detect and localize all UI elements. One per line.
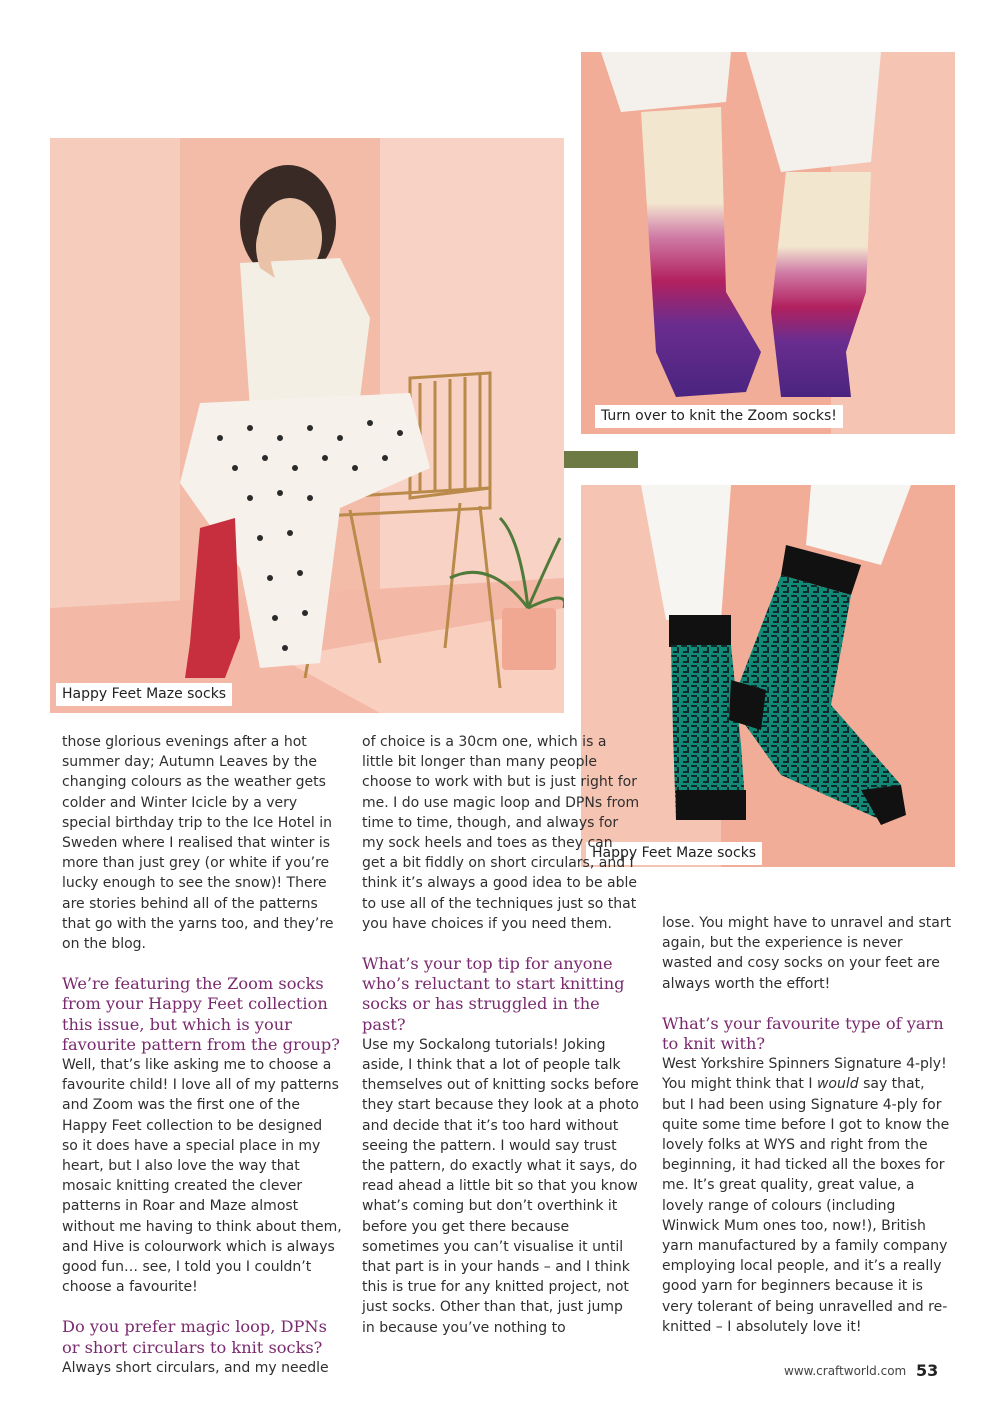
top-right-photo-caption: Turn over to knit the Zoom socks! <box>595 405 843 428</box>
answer-favourite-pattern: Well, that’s like asking me to choose a favourite child! I love all of my patterns and Zoom was the first one of the Happy Feet collection to be designed so it does have a special place in my heart, but I also love the way that mosaic knitting created the clever patterns in Roar and Maze almost without me having to think about them, and Hive is colourwork which is always good fun… see, I told you I couldn’t choose a favourite! <box>62 1057 342 1296</box>
zoom-socks-illustration <box>581 52 955 434</box>
main-photo <box>50 138 564 713</box>
question-magic-loop: Do you prefer magic loop, DPNs or short circulars to knit socks? <box>62 1317 327 1357</box>
text-column-2 <box>362 732 640 1338</box>
answer-yarn-text-1: West Yorkshire Spinners Signature 4-ply! You might think that I <box>662 1056 947 1093</box>
answer-top-tip-end: lose. You might have to unravel and start again, but the experience is never wasted and cosy socks on your feet are always worth the effort! <box>662 915 952 992</box>
top-right-photo <box>581 52 955 434</box>
question-favourite-yarn: What’s your favourite type of yarn to knit with? <box>662 1013 944 1054</box>
accent-bar-horizontal <box>564 451 638 468</box>
answer-magic-loop-start: Always short circulars, and my needle <box>62 1359 329 1376</box>
answer-yarn-text-2: say that, but I had been using Signature 4-ply for quite some time before I got to know the lovely folks at WYS and right from the beginning, it had ticked all the boxes for me. It’s great quality, great value, a lovely range of colours (including Winwick Mum ones too, now!), British yarn manufactured by a family company employing local people, and it’s a really good yarn for beginners because it is very tolerant of being unravelled and re-knitted – I absolutely love it! <box>662 1076 950 1335</box>
answer-yarn-emphasis: would <box>816 1076 859 1093</box>
main-photo-caption: Happy Feet Maze socks <box>56 683 232 706</box>
text-column-3 <box>662 913 952 1337</box>
col1-intro-paragraph: those glorious evenings after a hot summer day; Autumn Leaves by the changing colours as the weather gets colder and Winter Icicle by a very special birthday trip to the Ice Hotel in Sweden where I realised that winter is more than just grey (or white if you’re lucky enough to see the snow)! There are stories behind all of the patterns that go with the yarns too, and they’re on the blog. <box>62 734 334 953</box>
text-column-1 <box>62 732 342 1378</box>
question-top-tip: What’s your top tip for anyone who’s reluctant to start knitting socks or has struggled in the past? <box>362 954 625 1034</box>
answer-favourite-yarn <box>662 1054 952 1337</box>
question-favourite-pattern: We’re featuring the Zoom socks from your Happy Feet collection this issue, but which is your favourite pattern from the group? <box>62 974 340 1054</box>
woman-on-chair-illustration <box>50 138 564 713</box>
bottom-right-photo-caption: Happy Feet Maze socks <box>586 842 762 865</box>
footer-url: www.craftworld.com <box>784 1364 907 1378</box>
answer-magic-loop-end: of choice is a 30cm one, which is a little bit longer than many people choose to work with but is just right for me. I do use magic loop and DPNs from time to time, though, and always for my sock heels and toes as they can get a bit fiddly on short circulars, and I think it’s always a good idea to be able to use all of the techniques just so that you have choices if you need them. <box>362 734 640 932</box>
page-number: 53 <box>916 1361 939 1380</box>
answer-top-tip: Use my Sockalong tutorials! Joking aside, I think that a lot of people talk themselves out of knitting socks before they start because they look at a photo and decide that it’s too hard without seeing the pattern. I would say trust the pattern, do exactly what it says, do read ahead a little bit so that you know what’s coming but don’t overthink it before you get there because sometimes you can’t visualise it until that part is in your hands – and I think this is true for any knitted project, not just socks. Other than that, just jump in because you’ve nothing to <box>362 1036 639 1336</box>
